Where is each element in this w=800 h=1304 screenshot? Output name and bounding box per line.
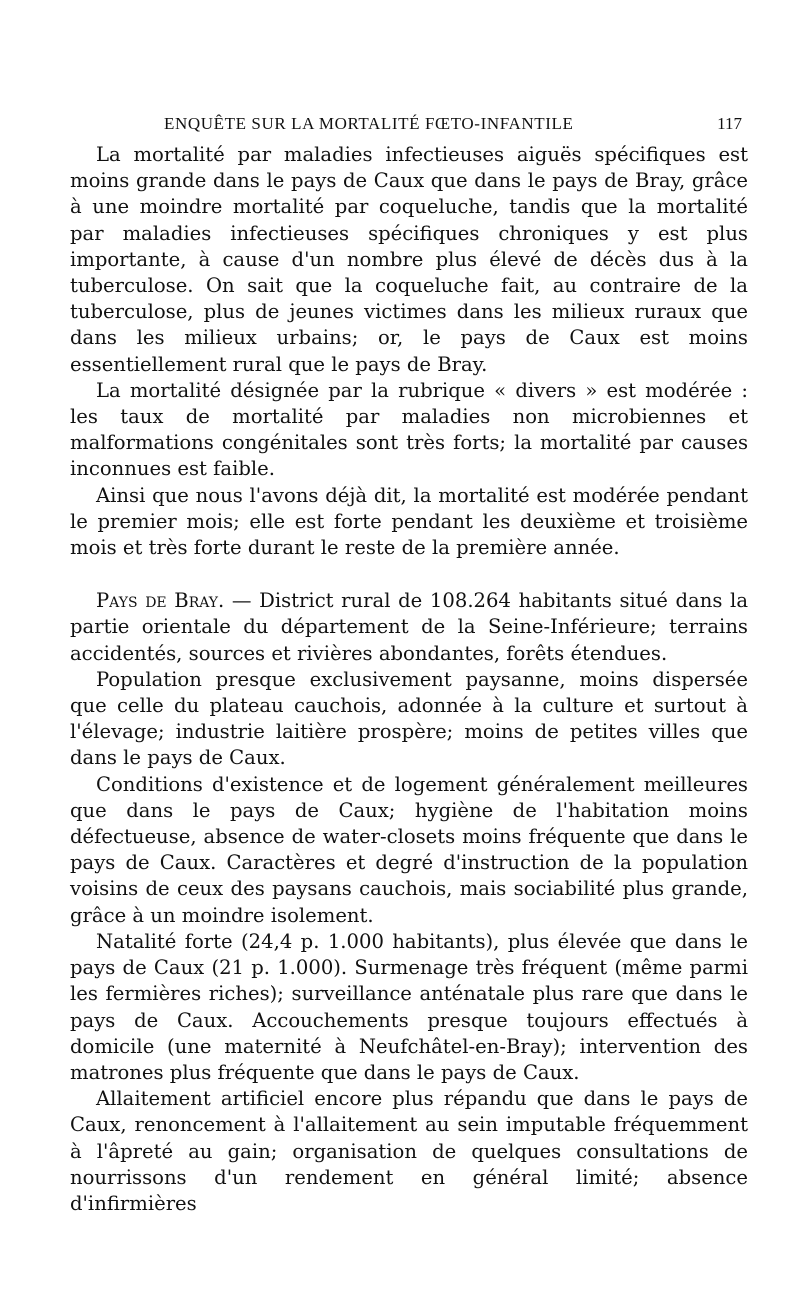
page (70, 108, 748, 1217)
section-heading-pays-de-bray: Pays de Bray. (96, 589, 225, 613)
paragraph-living-conditions: Conditions d'existence et de logement généralement meilleures que dans le pays de Caux; hygiène de l'habitation moins défectueuse, absence de water-closets moins fréquente que dans le pays de Caux. Caractères et degré d'instruction de la population voisins de ceux des paysans cauchois, mais sociabilité plus grande, grâce à un moindre isolement. (70, 772, 748, 927)
running-title: ENQUÊTE SUR LA MORTALITÉ FŒTO-INFANTILE (164, 114, 574, 133)
paragraph-population: Population presque exclusivement paysanne, moins dispersée que celle du plateau cauchois, adonnée à la culture et surtout à l'élevage; industrie laitière prospère; moins de petites villes que dans le pays de Caux. (70, 667, 748, 770)
body-text (70, 142, 748, 1217)
paragraph-mortality-by-month: Ainsi que nous l'avons déjà dit, la mortalité est modérée pendant le premier mois; elle est forte pendant les deuxième et troisième mois et très forte durant le reste de la première année. (70, 483, 748, 560)
paragraph-divers-mortality: La mortalité désignée par la rubrique « divers » est modérée : les taux de mortalité par maladies non microbiennes et malformations congénitales sont très forts; la mortalité par causes inconnues est faible. (70, 378, 748, 481)
paragraph-feeding: Allaitement artificiel encore plus répandu que dans le pays de Caux, renoncement à l'allaitement au sein imputable fréquemment à l'âpreté au gain; organisation de quelques consultations de nourrissons d'un rendement en général limité; absence d'infirmières (70, 1087, 748, 1215)
section-bray-intro (70, 588, 748, 667)
paragraph-natality: Natalité forte (24,4 p. 1.000 habitants), plus élevée que dans le pays de Caux (21 p. 1.000). Surmenage très fréquent (même parmi les fermières riches); surveillance anténatale plus rare que dans le pays de Caux. Accouchements presque toujours effectués à domicile (une maternité à Neufchâtel-en-Bray); intervention des matrones plus fréquente que dans le pays de Caux. (70, 929, 748, 1084)
paragraph-infectious-mortality: La mortalité par maladies infectieuses aiguës spécifiques est moins grande dans le pays de Caux que dans le pays de Bray, grâce à une moindre mortalité par coqueluche, tandis que la mortalité par maladies infectieuses spécifiques chroniques y est plus importante, à cause d'un nombre plus élevé de décès dus à la tuberculose. On sait que la coqueluche fait, au contraire de la tuberculose, plus de jeunes victimes dans les milieux ruraux que dans les milieux urbains; or, le pays de Caux est moins essentiellement rural que le pays de Bray. (70, 143, 748, 376)
page-number: 117 (717, 114, 742, 133)
section-bray-intro-text: — District rural de 108.264 habitants situé dans la partie orientale du département de la Seine-Inférieure; terrains accidentés, sources et rivières abondantes, forêts étendues. (70, 589, 749, 665)
running-head (70, 108, 748, 142)
